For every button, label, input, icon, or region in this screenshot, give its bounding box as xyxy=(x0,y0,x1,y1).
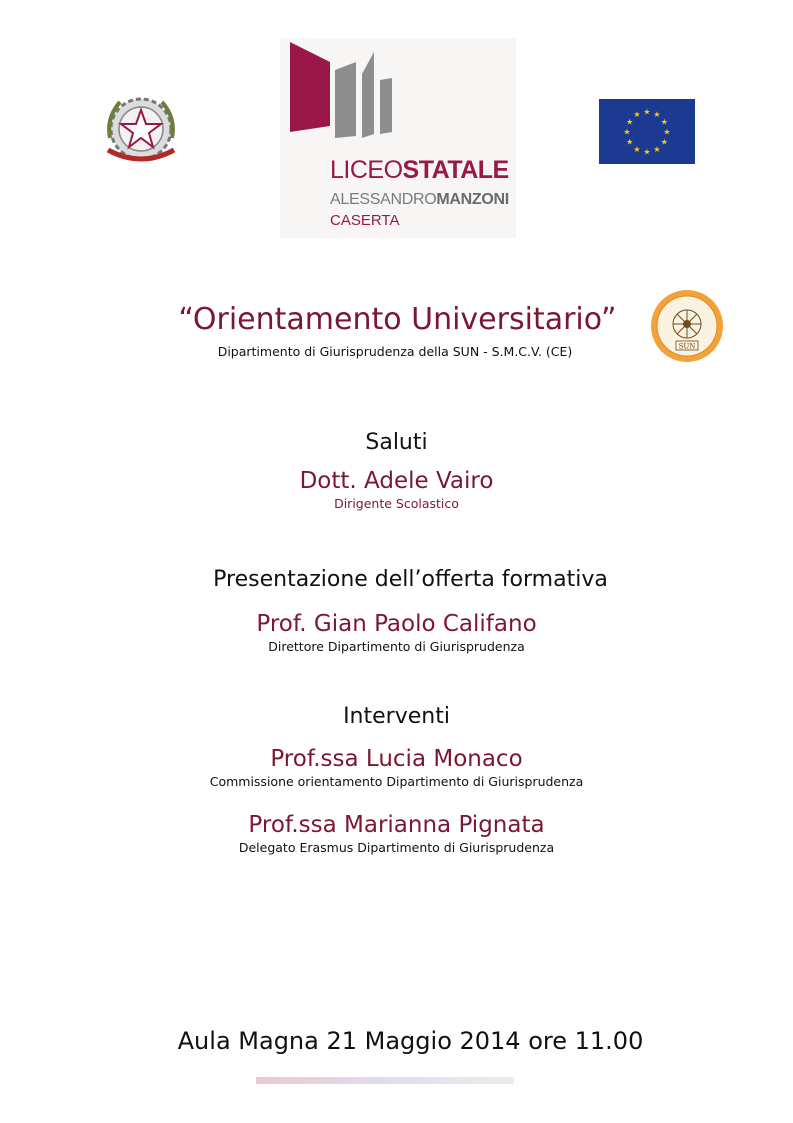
speaker-role-greetings: Dirigente Scolastico xyxy=(334,496,459,511)
section-heading-greetings: Saluti xyxy=(365,430,428,455)
speaker-role: Delegato Erasmus Dipartimento di Giurisprudenza xyxy=(238,840,555,855)
eu-star-icon: ★ xyxy=(653,110,661,120)
logo-line-2: ALESSANDROMANZONI xyxy=(330,191,509,208)
eu-star-icon: ★ xyxy=(633,110,641,120)
eu-star-icon: ★ xyxy=(660,137,668,147)
seal-label: SUN xyxy=(678,342,696,351)
speaker-name-presentation: Prof. Gian Paolo Califano xyxy=(256,611,537,637)
eu-star-icon: ★ xyxy=(626,137,634,147)
event-title: “Orientamento Universitario” xyxy=(178,302,617,337)
eu-star-icon: ★ xyxy=(643,147,651,157)
section-heading-presentation: Presentazione dell’offerta formativa xyxy=(213,567,608,592)
speaker-role: Commissione orientamento Dipartimento di Giurisprudenza xyxy=(209,774,584,789)
eu-star-icon: ★ xyxy=(626,117,634,127)
eu-star-icon: ★ xyxy=(633,144,641,154)
italian-republic-emblem-icon xyxy=(98,88,184,174)
speaker-role-presentation: Direttore Dipartimento di Giurisprudenza xyxy=(268,639,525,654)
logo-line-3: CASERTA xyxy=(330,212,400,229)
event-subtitle: Dipartimento di Giurisprudenza della SUN - S.M.C.V. (CE) xyxy=(217,344,573,359)
sun-university-seal-icon xyxy=(648,288,726,364)
speaker-name: Prof.ssa Lucia Monaco xyxy=(270,746,523,772)
eu-star-icon: ★ xyxy=(653,144,661,154)
eu-star-icon: ★ xyxy=(660,117,668,127)
school-logo xyxy=(280,38,516,238)
section-heading-interventions: Interventi xyxy=(343,704,450,729)
event-details: Aula Magna 21 Maggio 2014 ore 11.00 xyxy=(177,1027,644,1055)
eu-star-icon: ★ xyxy=(623,127,631,137)
eu-flag-icon xyxy=(599,99,695,164)
decorative-bar xyxy=(256,1077,514,1084)
eu-star-icon: ★ xyxy=(643,107,651,117)
speaker-name: Prof.ssa Marianna Pignata xyxy=(248,812,545,838)
eu-star-icon: ★ xyxy=(663,127,671,137)
logo-line-1: LICEOSTATALE xyxy=(330,156,509,184)
speaker-name-greetings: Dott. Adele Vairo xyxy=(299,468,494,494)
